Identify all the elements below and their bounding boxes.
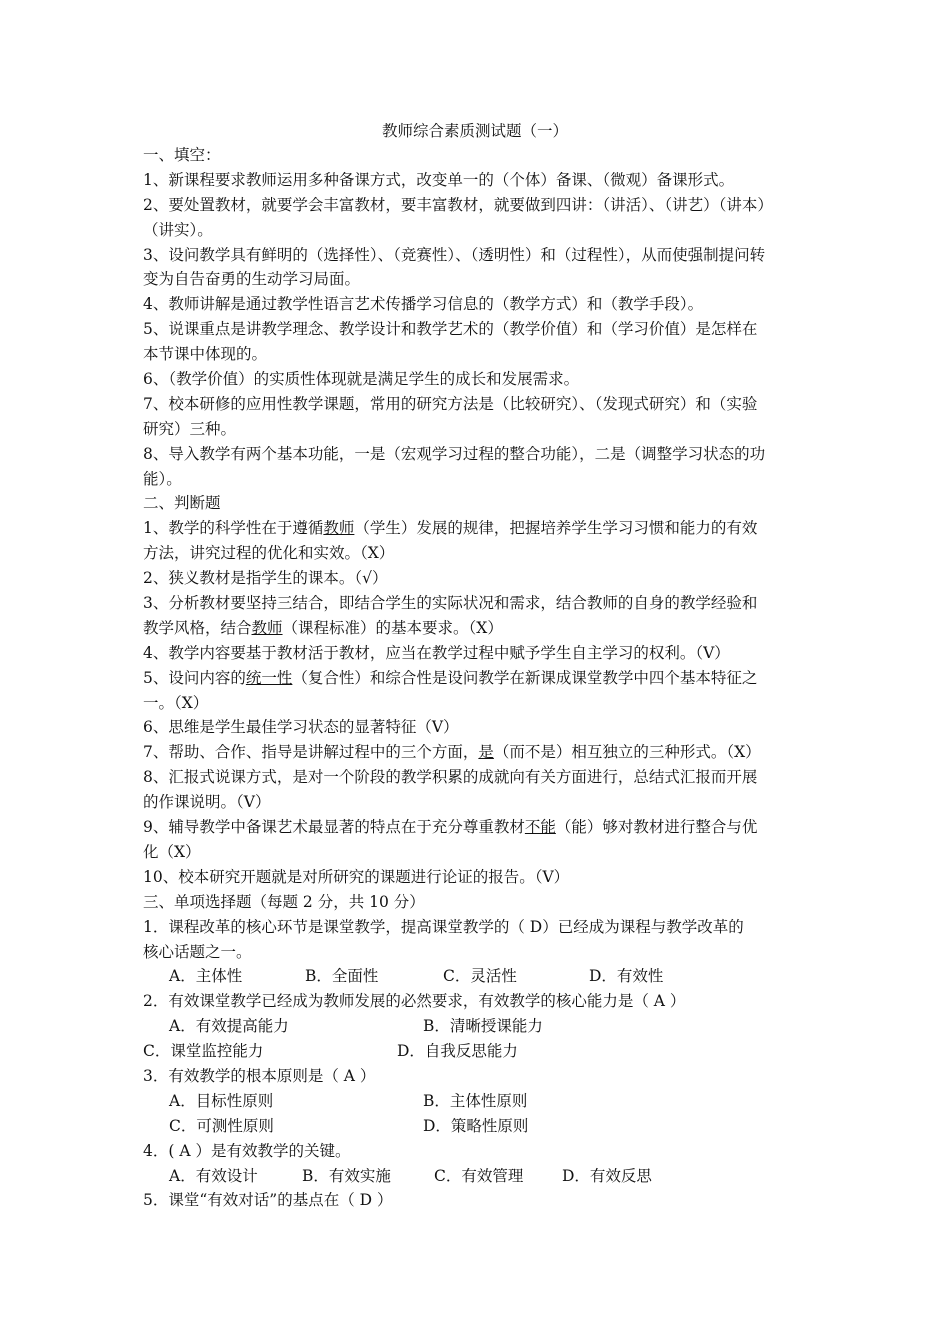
fill-question-3: 3、设问教学具有鲜明的（选择性）、（竞赛性）、（透明性）和（过程性），从而使强制提问转 <box>143 245 766 264</box>
judge-question-5-cont: 一。（X） <box>143 693 209 712</box>
fill-question-6: 6、（教学价值）的实质性体现就是满足学生的成长和发展需求。 <box>143 370 580 389</box>
option-d: D．策略性原则 <box>423 1116 529 1135</box>
judge-question-1-cont: 方法，讲究过程的优化和实效。（X） <box>143 544 395 563</box>
choice-1-options <box>143 964 809 989</box>
option-b: B．主体性原则 <box>423 1091 528 1110</box>
choice-4-options <box>143 1164 809 1189</box>
text-segment: （学生）发展的规律，把握培养学生学习习惯和能力的有效 <box>354 519 758 538</box>
option-b: B．全面性 <box>305 967 379 986</box>
text-segment: （复合性）和综合性是设问教学在新课成课堂教学中四个基本特征之 <box>292 668 758 687</box>
judge-question-4: 4、教学内容要基于教材活于教材，应当在教学过程中赋予学生自主学习的权利。（V） <box>143 643 730 662</box>
option-a: A．主体性 <box>169 967 243 986</box>
judge-question-10: 10、校本研究开题就是对所研究的课题进行论证的报告。（V） <box>143 867 570 886</box>
text-segment: （能）够对教材进行整合与优 <box>555 818 758 837</box>
text-segment: 9、辅导教学中备课艺术最显著的特点在于充分尊重教材 <box>143 818 525 837</box>
option-c: C．有效管理 <box>434 1166 524 1185</box>
fill-question-7: 7、校本研修的应用性教学课题，常用的研究方法是（比较研究）、（发现式研究）和（实验 <box>143 394 758 413</box>
text-segment: （课程标准）的基本要求。（X） <box>282 618 503 637</box>
option-a: A．有效提高能力 <box>169 1017 289 1036</box>
underlined-text: 教师 <box>323 519 355 538</box>
option-b: B．有效实施 <box>302 1166 391 1185</box>
text-segment: 5、设问内容的 <box>143 668 246 687</box>
section-heading-true-false: 二、判断题 <box>143 494 221 513</box>
fill-question-1: 1、新课程要求教师运用多种备课方式，改变单一的（个体）备课、（微观）备课形式。 <box>143 170 735 189</box>
judge-question-3-cont <box>143 616 809 641</box>
document-body <box>143 143 809 1213</box>
judge-question-2: 2、狭义教材是指学生的课本。（√） <box>143 569 388 588</box>
option-b: B．清晰授课能力 <box>423 1017 543 1036</box>
underlined-text: 不能 <box>524 818 556 837</box>
choice-question-5: 5．课堂“有效对话”的基点在（ D ） <box>143 1191 393 1210</box>
option-a: A．目标性原则 <box>169 1091 274 1110</box>
section-heading-multiple-choice: 三、单项选择题（每题 2 分，共 10 分） <box>143 892 425 911</box>
fill-question-5: 5、说课重点是讲教学理念、教学设计和教学艺术的（教学价值）和（学习价值）是怎样在 <box>143 320 758 339</box>
option-c: C．课堂监控能力 <box>143 1042 264 1061</box>
text-segment: 1、教学的科学性在于遵循 <box>143 519 324 538</box>
choice-question-1: 1．课程改革的核心环节是课堂教学，提高课堂教学的（ D）已经成为课程与教学改革的 <box>143 917 744 936</box>
underlined-text: 是 <box>478 743 494 762</box>
judge-question-5 <box>143 666 809 691</box>
option-c: C．可测性原则 <box>169 1116 274 1135</box>
option-d: D．自我反思能力 <box>397 1042 518 1061</box>
judge-question-8: 8、汇报式说课方式，是对一个阶段的教学积累的成就向有关方面进行，总结式汇报而开展 <box>143 768 758 787</box>
judge-question-1 <box>143 516 809 541</box>
option-a: A．有效设计 <box>169 1166 258 1185</box>
judge-question-3: 3、分析教材要坚持三结合，即结合学生的实际状况和需求，结合教师的自身的教学经验和 <box>143 594 758 613</box>
choice-question-4: 4．( A ）是有效教学的关键。 <box>143 1141 351 1160</box>
judge-question-8-cont: 的作课说明。（V） <box>143 793 271 812</box>
document-title: 教师综合素质测试题（一） <box>381 122 568 140</box>
fill-question-5-cont: 本节课中体现的。 <box>143 345 268 364</box>
judge-question-9-cont: 化（X） <box>143 842 201 861</box>
choice-2-options-row2 <box>143 1039 809 1064</box>
choice-question-1-cont: 核心话题之一。 <box>143 942 252 961</box>
choice-3-options-row2 <box>143 1114 809 1139</box>
option-c: C．灵活性 <box>443 967 517 986</box>
underlined-text: 教师 <box>251 618 283 637</box>
fill-question-8: 8、导入教学有两个基本功能，一是（宏观学习过程的整合功能），二是（调整学习状态的功 <box>143 444 766 463</box>
section-heading-fill-blank: 一、填空： <box>143 146 221 164</box>
fill-question-4: 4、教师讲解是通过教学性语言艺术传播学习信息的（教学方式）和（教学手段）。 <box>143 295 704 314</box>
fill-question-2-cont: （讲实）。 <box>143 220 213 239</box>
fill-question-3-cont: 变为自告奋勇的生动学习局面。 <box>143 270 361 289</box>
judge-question-9 <box>143 815 809 840</box>
fill-question-7-cont: 研究）三种。 <box>143 419 237 438</box>
fill-question-8-cont: 能）。 <box>143 469 182 488</box>
option-d: D．有效反思 <box>562 1166 652 1185</box>
choice-2-options-row1 <box>143 1014 809 1039</box>
text-segment: 教学风格，结合 <box>143 618 252 637</box>
fill-question-2: 2、要处置教材，就要学会丰富教材，要丰富教材，就要做到四讲：（讲活）、（讲艺）（讲本） <box>143 195 773 214</box>
choice-3-options-row1 <box>143 1089 809 1114</box>
text-segment: （而不是）相互独立的三种形式。（X） <box>493 743 761 762</box>
judge-question-7 <box>143 740 809 765</box>
underlined-text: 统一性 <box>245 668 293 687</box>
option-d: D．有效性 <box>589 967 664 986</box>
text-segment: 7、帮助、合作、指导是讲解过程中的三个方面， <box>143 743 479 762</box>
judge-question-6: 6、思维是学生最佳学习状态的显著特征（V） <box>143 718 459 737</box>
choice-question-2: 2．有效课堂教学已经成为教师发展的必然要求，有效教学的核心能力是（ A ） <box>143 992 686 1011</box>
choice-question-3: 3．有效教学的根本原则是（ A ） <box>143 1066 376 1085</box>
